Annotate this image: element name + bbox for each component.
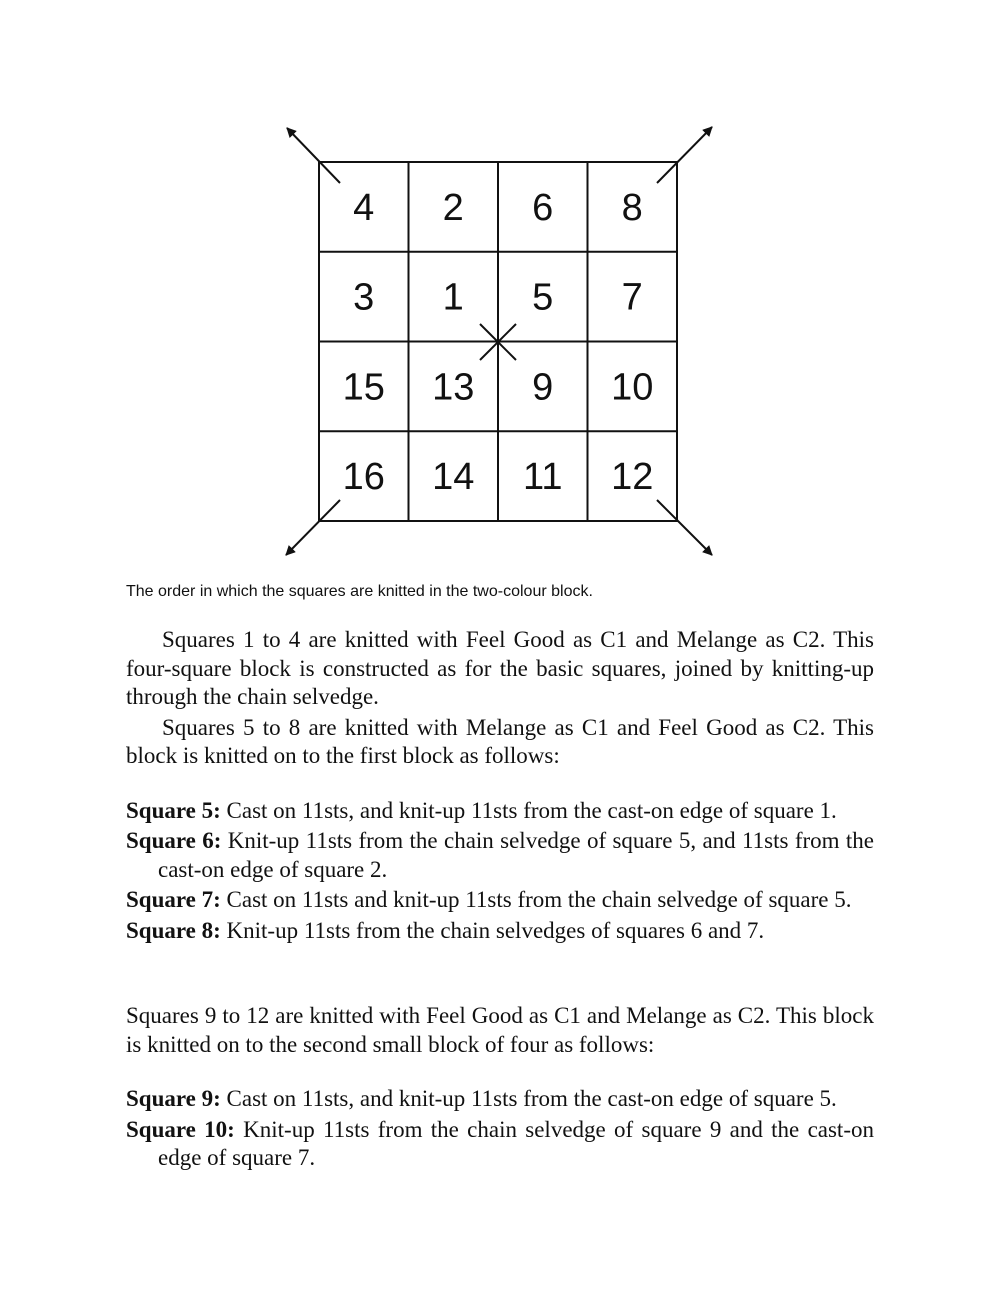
step-item (126, 886, 874, 915)
cell-number: 15 (342, 366, 385, 409)
cell-number: 10 (611, 366, 654, 409)
cell-number: 5 (532, 276, 554, 319)
cell-number: 8 (621, 186, 643, 229)
arrow-up-left-icon (287, 128, 340, 183)
step-item (126, 1085, 874, 1114)
cell-number: 16 (342, 456, 385, 499)
cell-number: 6 (532, 186, 554, 229)
paragraph: Squares 9 to 12 are knitted with Feel Good as C1 and Melange as C2. This block is knitted on to the second small block of four as follows: (126, 1003, 874, 1057)
step-text: Cast on 11sts, and knit-up 11sts from the cast-on edge of square 1. (220, 797, 837, 823)
step-item (126, 1116, 874, 1173)
step-label: Square 7: (126, 887, 221, 912)
cell-number: 14 (432, 456, 475, 499)
step-label: Square 6: (126, 828, 222, 853)
step-label: Square 8: (126, 917, 221, 943)
knitting-order-diagram (0, 0, 999, 580)
step-label: Square 5: (126, 797, 221, 823)
step-text: Knit-up 11sts from the chain selvedge of square 5, and 11sts from the cast-on edge of square 2. (158, 828, 874, 882)
cell-number: 13 (432, 366, 475, 409)
step-text: Knit-up 11sts from the chain selvedge of square 9 and the cast-on edge of square 7. (158, 1116, 874, 1170)
paragraph: Squares 5 to 8 are knitted with Melange as C1 and Feel Good as C2. This block is knitted on to the first block as follows: (126, 714, 874, 768)
figure-caption: The order in which the squares are knitted in the two-colour block. (126, 583, 593, 600)
cell-number: 11 (523, 456, 563, 499)
step-label: Square 10: (126, 1116, 235, 1142)
arrow-down-right-icon (657, 500, 712, 555)
cell-number: 3 (353, 276, 375, 319)
step-text: Knit-up 11sts from the chain selvedges of squares 6 and 7. (220, 917, 765, 943)
cell-number: 12 (611, 456, 654, 499)
body-text-block-2 (126, 1002, 874, 1173)
body-text-block-1 (126, 626, 874, 945)
step-label: Square 9: (126, 1086, 221, 1111)
cell-number: 4 (353, 186, 375, 229)
arrow-down-left-icon (286, 500, 340, 555)
cell-number: 2 (442, 186, 464, 229)
step-text: Cast on 11sts, and knit-up 11sts from the cast-on edge of square 5. (220, 1086, 837, 1111)
paragraph: Squares 1 to 4 are knitted with Feel Good as C1 and Melange as C2. This four-square block is constructed as for the basic squares, joined by knitting-up through the chain selvedge. (126, 627, 874, 709)
arrow-up-right-icon (657, 127, 712, 183)
cell-number: 9 (532, 366, 554, 409)
cell-number: 1 (442, 276, 464, 319)
steps-list-1 (126, 797, 874, 946)
step-text: Cast on 11sts and knit-up 11sts from the chain selvedge of square 5. (220, 887, 852, 912)
step-item (126, 797, 874, 826)
steps-list-2 (126, 1085, 874, 1173)
step-item (126, 917, 874, 946)
step-item (126, 827, 874, 884)
cell-number: 7 (621, 276, 643, 319)
